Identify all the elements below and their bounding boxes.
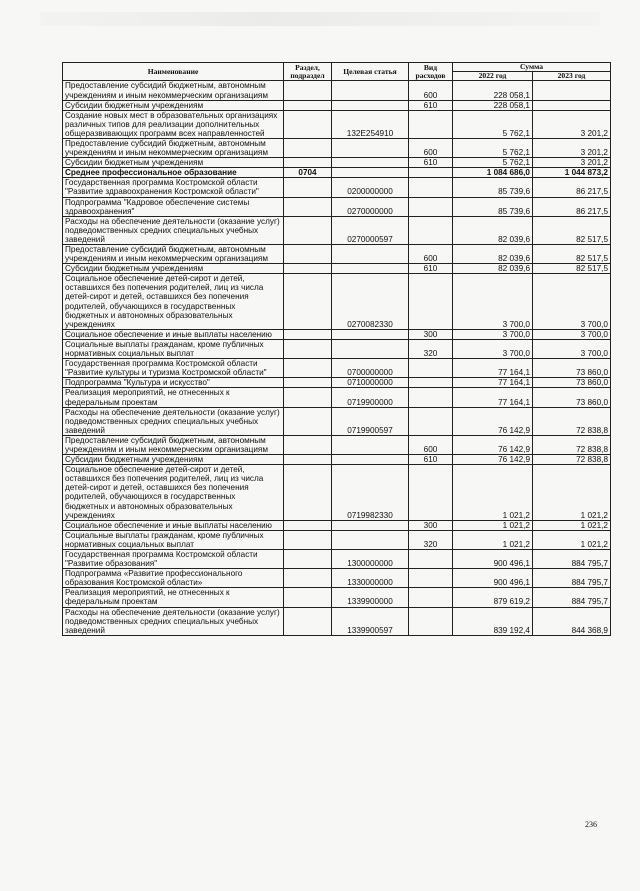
row-value-2023: 1 044 873,2 — [533, 168, 611, 178]
row-target: 0710000000 — [332, 378, 409, 388]
row-value-2023: 82 517,5 — [533, 264, 611, 274]
row-target: 132E254910 — [332, 110, 409, 138]
row-section — [284, 339, 332, 358]
row-type — [409, 569, 453, 588]
row-name: Предоставление субсидий бюджетным, автономным учреждениям и иным некоммерческим организациям — [63, 138, 284, 157]
row-name: Государственная программа Костромской области "Развитие культуры и туризма Костромской области" — [63, 359, 284, 378]
row-name: Государственная программа Костромской области "Развитие здравоохранения Костромской области" — [63, 178, 284, 197]
row-name: Социальные выплаты гражданам, кроме публичных нормативных социальных выплат — [63, 339, 284, 358]
header-2023: 2023 год — [533, 72, 611, 81]
row-target — [332, 455, 409, 465]
row-target — [332, 435, 409, 454]
row-section — [284, 359, 332, 378]
row-name: Субсидии бюджетным учреждениям — [63, 264, 284, 274]
row-type: 600 — [409, 245, 453, 264]
row-value-2022: 1 021,2 — [453, 530, 533, 549]
row-target: 0270000597 — [332, 216, 409, 244]
row-name: Подпрограмма «Развитие профессионального образования Костромской области» — [63, 569, 284, 588]
row-type — [409, 216, 453, 244]
row-section — [284, 520, 332, 530]
row-name: Создание новых мест в образовательных организациях различных типов для реализации дополнительных общеразвивающих программ всех направленностей — [63, 110, 284, 138]
table-row — [63, 378, 611, 388]
row-value-2023: 884 795,7 — [533, 588, 611, 607]
row-section — [284, 178, 332, 197]
table-row — [63, 216, 611, 244]
table-row — [63, 435, 611, 454]
row-section — [284, 100, 332, 110]
row-value-2023: 1 021,2 — [533, 530, 611, 549]
row-value-2023: 73 860,0 — [533, 359, 611, 378]
row-name: Социальное обеспечение детей-сирот и детей, оставшихся без попечения родителей, лиц из числа детей-сирот и детей, оставшихся без попечения родителей, обучающихся в государственных бюджетных и автономных образовательных учреждениях — [63, 274, 284, 330]
table-row — [63, 407, 611, 435]
row-section — [284, 465, 332, 521]
table-row — [63, 588, 611, 607]
row-type — [409, 359, 453, 378]
table-row — [63, 465, 611, 521]
row-type — [409, 607, 453, 635]
row-name: Расходы на обеспечение деятельности (оказание услуг) подведомственных средних специальных учебных заведений — [63, 216, 284, 244]
row-value-2022: 228 058,1 — [453, 81, 533, 100]
row-type — [409, 407, 453, 435]
row-value-2023: 1 021,2 — [533, 465, 611, 521]
row-value-2023: 82 517,5 — [533, 216, 611, 244]
row-name: Расходы на обеспечение деятельности (оказание услуг) подведомственных средних специальных учебных заведений — [63, 407, 284, 435]
row-value-2022: 900 496,1 — [453, 569, 533, 588]
row-value-2023: 1 021,2 — [533, 520, 611, 530]
row-value-2023: 884 795,7 — [533, 550, 611, 569]
table-row — [63, 520, 611, 530]
row-name: Субсидии бюджетным учреждениям — [63, 100, 284, 110]
header-target: Целевая статья — [332, 63, 409, 81]
row-value-2022: 76 142,9 — [453, 435, 533, 454]
row-value-2023 — [533, 100, 611, 110]
table-row — [63, 550, 611, 569]
row-name: Реализация мероприятий, не отнесенных к федеральным проектам — [63, 588, 284, 607]
row-value-2022: 228 058,1 — [453, 100, 533, 110]
row-value-2023: 82 517,5 — [533, 245, 611, 264]
table-row — [63, 168, 611, 178]
row-section — [284, 245, 332, 264]
row-type — [409, 168, 453, 178]
row-value-2022: 77 164,1 — [453, 378, 533, 388]
header-section: Раздел, подраздел — [284, 63, 332, 81]
row-section — [284, 329, 332, 339]
row-type — [409, 197, 453, 216]
row-name: Социальные выплаты гражданам, кроме публичных нормативных социальных выплат — [63, 530, 284, 549]
table-row — [63, 329, 611, 339]
table-row — [63, 359, 611, 378]
row-value-2022: 1 021,2 — [453, 520, 533, 530]
row-value-2023: 73 860,0 — [533, 378, 611, 388]
row-section — [284, 274, 332, 330]
row-value-2022: 85 739,6 — [453, 197, 533, 216]
row-target: 0270000000 — [332, 197, 409, 216]
table-row — [63, 158, 611, 168]
row-value-2023: 86 217,5 — [533, 197, 611, 216]
budget-page — [62, 62, 610, 636]
table-row — [63, 455, 611, 465]
row-target: 1339900000 — [332, 588, 409, 607]
row-type — [409, 588, 453, 607]
row-value-2023: 884 795,7 — [533, 569, 611, 588]
table-header — [63, 63, 611, 81]
row-type — [409, 178, 453, 197]
row-name: Социальное обеспечение детей-сирот и детей, оставшихся без попечения родителей, лиц из числа детей-сирот и детей, оставшихся без попечения родителей, обучающихся в государственных бюджетных и автономных образовательных учреждениях — [63, 465, 284, 521]
row-type — [409, 110, 453, 138]
row-type: 600 — [409, 138, 453, 157]
table-row — [63, 100, 611, 110]
row-value-2022: 82 039,6 — [453, 245, 533, 264]
row-target: 0719900000 — [332, 388, 409, 407]
row-value-2023: 72 838,8 — [533, 435, 611, 454]
row-name: Подпрограмма "Культура и искусство" — [63, 378, 284, 388]
row-type — [409, 465, 453, 521]
row-target: 0200000000 — [332, 178, 409, 197]
row-type: 610 — [409, 264, 453, 274]
row-target: 0270082330 — [332, 274, 409, 330]
table-row — [63, 138, 611, 157]
table-row — [63, 607, 611, 635]
row-section — [284, 588, 332, 607]
row-name: Субсидии бюджетным учреждениям — [63, 158, 284, 168]
row-section — [284, 455, 332, 465]
row-target — [332, 158, 409, 168]
row-value-2022: 76 142,9 — [453, 455, 533, 465]
row-target: 1330000000 — [332, 569, 409, 588]
row-name: Расходы на обеспечение деятельности (оказание услуг) подведомственных средних специальных учебных заведений — [63, 607, 284, 635]
row-section — [284, 388, 332, 407]
row-section — [284, 264, 332, 274]
row-section — [284, 216, 332, 244]
row-type: 320 — [409, 530, 453, 549]
row-type — [409, 274, 453, 330]
row-value-2023: 72 838,8 — [533, 455, 611, 465]
header-sum: Сумма — [453, 63, 611, 72]
row-name: Государственная программа Костромской области "Развитие образования" — [63, 550, 284, 569]
row-section: 0704 — [284, 168, 332, 178]
row-target — [332, 339, 409, 358]
row-value-2022: 85 739,6 — [453, 178, 533, 197]
row-type: 300 — [409, 329, 453, 339]
budget-table — [62, 62, 611, 636]
row-type: 300 — [409, 520, 453, 530]
row-value-2023: 73 860,0 — [533, 388, 611, 407]
header-type: Вид расходов — [409, 63, 453, 81]
row-value-2022: 1 084 686,0 — [453, 168, 533, 178]
row-name: Предоставление субсидий бюджетным, автономным учреждениям и иным некоммерческим организациям — [63, 245, 284, 264]
table-row — [63, 264, 611, 274]
row-value-2023: 3 201,2 — [533, 158, 611, 168]
row-type: 610 — [409, 100, 453, 110]
header-name: Наименование — [63, 63, 284, 81]
row-section — [284, 569, 332, 588]
row-section — [284, 158, 332, 168]
row-value-2023: 3 700,0 — [533, 274, 611, 330]
row-section — [284, 197, 332, 216]
row-value-2022: 77 164,1 — [453, 388, 533, 407]
row-target — [332, 138, 409, 157]
table-row — [63, 274, 611, 330]
row-section — [284, 530, 332, 549]
row-section — [284, 607, 332, 635]
row-target: 1300000000 — [332, 550, 409, 569]
row-type — [409, 378, 453, 388]
row-target: 0719900597 — [332, 407, 409, 435]
row-name: Предоставление субсидий бюджетным, автономным учреждениям и иным некоммерческим организациям — [63, 435, 284, 454]
row-type: 610 — [409, 158, 453, 168]
row-target — [332, 520, 409, 530]
row-name: Субсидии бюджетным учреждениям — [63, 455, 284, 465]
row-value-2022: 900 496,1 — [453, 550, 533, 569]
table-row — [63, 530, 611, 549]
row-target — [332, 530, 409, 549]
row-section — [284, 378, 332, 388]
row-value-2022: 1 021,2 — [453, 465, 533, 521]
row-section — [284, 110, 332, 138]
row-value-2022: 82 039,6 — [453, 264, 533, 274]
row-value-2023: 3 201,2 — [533, 110, 611, 138]
row-section — [284, 138, 332, 157]
row-target — [332, 168, 409, 178]
table-row — [63, 81, 611, 100]
row-value-2022: 879 619,2 — [453, 588, 533, 607]
row-value-2023: 3 700,0 — [533, 329, 611, 339]
row-section — [284, 81, 332, 100]
row-target: 0700000000 — [332, 359, 409, 378]
row-value-2023: 3 700,0 — [533, 339, 611, 358]
row-value-2023: 72 838,8 — [533, 407, 611, 435]
row-value-2023: 86 217,5 — [533, 178, 611, 197]
row-name: Подпрограмма "Кадровое обеспечение системы здравоохранения" — [63, 197, 284, 216]
row-name: Предоставление субсидий бюджетным, автономным учреждениям и иным некоммерческим организациям — [63, 81, 284, 100]
row-value-2022: 3 700,0 — [453, 339, 533, 358]
row-value-2023: 3 201,2 — [533, 138, 611, 157]
row-section — [284, 550, 332, 569]
row-type — [409, 550, 453, 569]
row-type: 600 — [409, 81, 453, 100]
row-value-2022: 82 039,6 — [453, 216, 533, 244]
row-value-2022: 839 192,4 — [453, 607, 533, 635]
page-number: 236 — [585, 820, 597, 829]
row-name: Социальное обеспечение и иные выплаты населению — [63, 520, 284, 530]
row-name: Реализация мероприятий, не отнесенных к федеральным проектам — [63, 388, 284, 407]
table-row — [63, 110, 611, 138]
row-section — [284, 435, 332, 454]
scan-artifact-stripe — [40, 12, 600, 26]
row-target — [332, 264, 409, 274]
row-value-2023 — [533, 81, 611, 100]
table-row — [63, 197, 611, 216]
row-value-2022: 76 142,9 — [453, 407, 533, 435]
table-row — [63, 388, 611, 407]
row-target — [332, 100, 409, 110]
row-name: Среднее профессиональное образование — [63, 168, 284, 178]
row-target — [332, 81, 409, 100]
table-body — [63, 81, 611, 635]
row-value-2023: 844 368,9 — [533, 607, 611, 635]
header-2022: 2022 год — [453, 72, 533, 81]
table-row — [63, 569, 611, 588]
row-section — [284, 407, 332, 435]
row-target — [332, 245, 409, 264]
row-type — [409, 388, 453, 407]
row-type: 600 — [409, 435, 453, 454]
row-value-2022: 5 762,1 — [453, 138, 533, 157]
row-target: 0719982330 — [332, 465, 409, 521]
table-row — [63, 178, 611, 197]
row-type: 320 — [409, 339, 453, 358]
row-value-2022: 3 700,0 — [453, 329, 533, 339]
row-type: 610 — [409, 455, 453, 465]
row-name: Социальное обеспечение и иные выплаты населению — [63, 329, 284, 339]
row-value-2022: 5 762,1 — [453, 110, 533, 138]
row-target — [332, 329, 409, 339]
table-row — [63, 339, 611, 358]
row-value-2022: 5 762,1 — [453, 158, 533, 168]
row-value-2022: 3 700,0 — [453, 274, 533, 330]
row-target: 1339900597 — [332, 607, 409, 635]
row-value-2022: 77 164,1 — [453, 359, 533, 378]
table-row — [63, 245, 611, 264]
